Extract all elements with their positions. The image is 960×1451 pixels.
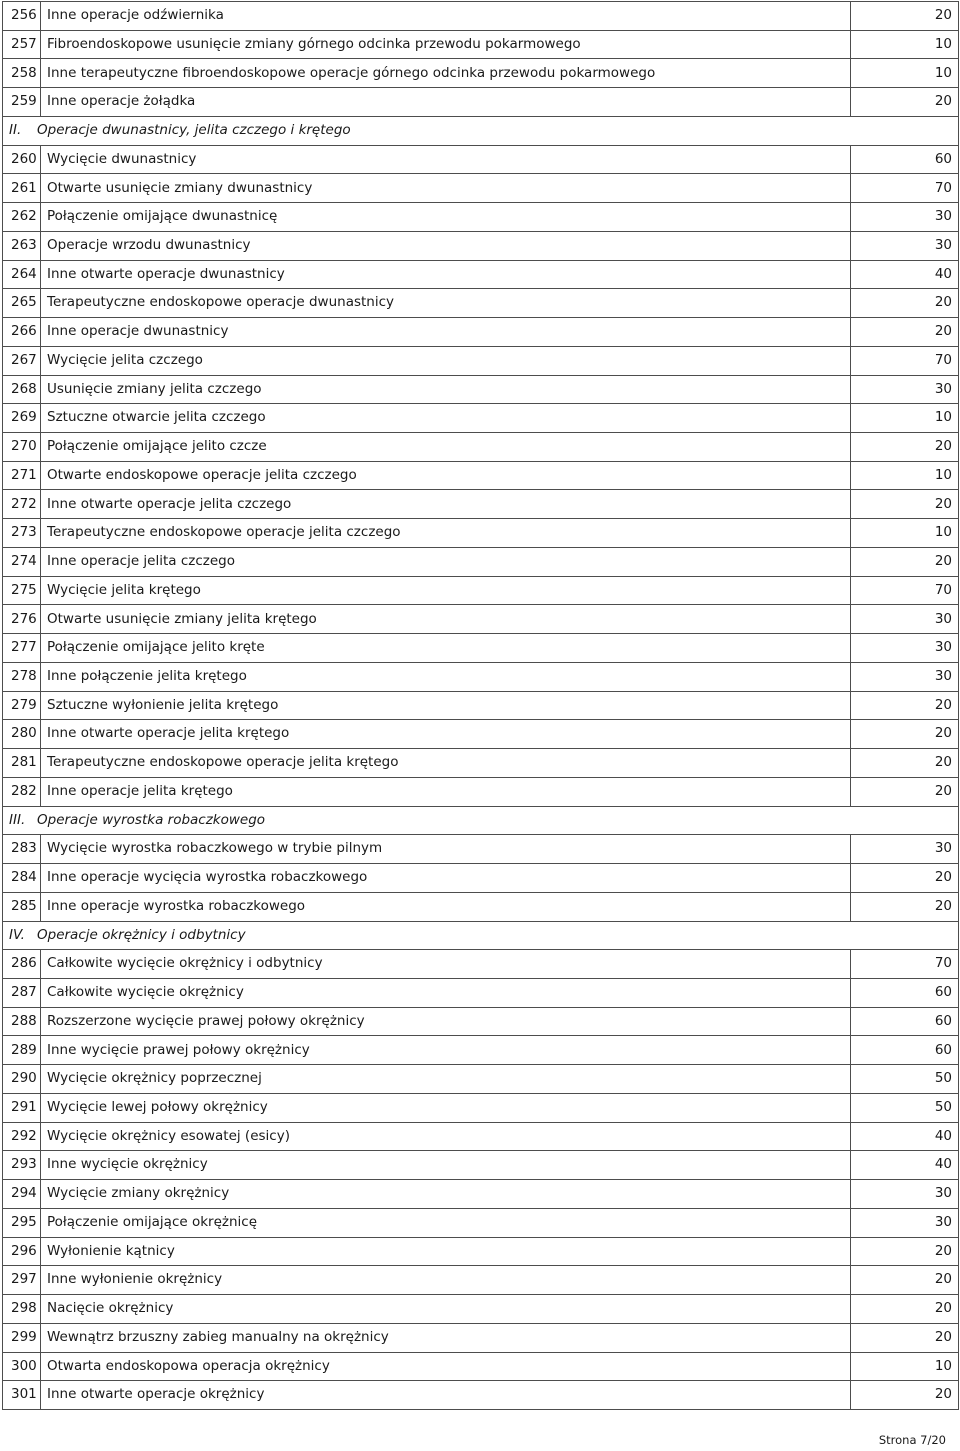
table-row (3, 1295, 959, 1324)
procedure-number: 272 (3, 490, 41, 519)
procedure-value: 10 (851, 461, 959, 490)
procedure-table (2, 1, 959, 1410)
table-row (3, 88, 959, 117)
procedure-value: 20 (851, 490, 959, 519)
table-row (3, 260, 959, 289)
procedure-name: Inne operacje jelita krętego (41, 777, 851, 806)
table-row (3, 174, 959, 203)
procedure-number: 267 (3, 346, 41, 375)
procedure-value: 20 (851, 864, 959, 893)
procedure-name: Inne operacje wyrostka robaczkowego (41, 892, 851, 921)
table-row (3, 289, 959, 318)
table-row (3, 1122, 959, 1151)
procedure-number: 298 (3, 1295, 41, 1324)
procedure-name: Rozszerzone wycięcie prawej połowy okrężnicy (41, 1007, 851, 1036)
procedure-value: 20 (851, 1323, 959, 1352)
procedure-value: 20 (851, 289, 959, 318)
table-row (3, 461, 959, 490)
table-row (3, 1093, 959, 1122)
procedure-value: 10 (851, 1352, 959, 1381)
procedure-number: 271 (3, 461, 41, 490)
procedure-name: Fibroendoskopowe usunięcie zmiany górnego odcinka przewodu pokarmowego (41, 30, 851, 59)
table-row (3, 749, 959, 778)
procedure-value: 20 (851, 88, 959, 117)
table-row (3, 404, 959, 433)
table-row (3, 1007, 959, 1036)
table-row (3, 691, 959, 720)
procedure-value: 70 (851, 346, 959, 375)
procedure-name: Wewnątrz brzuszny zabieg manualny na okrężnicy (41, 1323, 851, 1352)
procedure-name: Wycięcie jelita czczego (41, 346, 851, 375)
procedure-name: Inne wyłonienie okrężnicy (41, 1266, 851, 1295)
procedure-number: 296 (3, 1237, 41, 1266)
procedure-name: Terapeutyczne endoskopowe operacje jelita krętego (41, 749, 851, 778)
table-row (3, 1352, 959, 1381)
procedure-value: 20 (851, 777, 959, 806)
procedure-name: Inne operacje wycięcia wyrostka robaczkowego (41, 864, 851, 893)
section-roman-numeral: IV. (9, 926, 25, 943)
table-row (3, 1381, 959, 1410)
procedure-name: Inne otwarte operacje dwunastnicy (41, 260, 851, 289)
procedure-value: 30 (851, 835, 959, 864)
procedure-number: 291 (3, 1093, 41, 1122)
section-title: Operacje wyrostka robaczkowego (37, 811, 266, 828)
procedure-value: 60 (851, 1036, 959, 1065)
procedure-name: Połączenie omijające okrężnicę (41, 1208, 851, 1237)
procedure-number: 260 (3, 145, 41, 174)
table-row (3, 318, 959, 347)
procedure-value: 20 (851, 318, 959, 347)
section-header-row (3, 921, 959, 950)
table-row (3, 634, 959, 663)
table-row (3, 519, 959, 548)
procedure-number: 289 (3, 1036, 41, 1065)
procedure-number: 266 (3, 318, 41, 347)
procedure-number: 274 (3, 547, 41, 576)
procedure-number: 261 (3, 174, 41, 203)
procedure-value: 10 (851, 30, 959, 59)
procedure-value: 20 (851, 1266, 959, 1295)
procedure-number: 284 (3, 864, 41, 893)
procedure-number: 288 (3, 1007, 41, 1036)
table-row (3, 203, 959, 232)
procedure-value: 20 (851, 547, 959, 576)
procedure-number: 276 (3, 605, 41, 634)
procedure-value: 30 (851, 634, 959, 663)
table-row (3, 30, 959, 59)
procedure-name: Inne wycięcie prawej połowy okrężnicy (41, 1036, 851, 1065)
procedure-number: 269 (3, 404, 41, 433)
procedure-name: Wycięcie okrężnicy esowatej (esicy) (41, 1122, 851, 1151)
procedure-number: 299 (3, 1323, 41, 1352)
table-row (3, 2, 959, 31)
procedure-value: 20 (851, 691, 959, 720)
procedure-value: 40 (851, 1122, 959, 1151)
section-title: Operacje dwunastnicy, jelita czczego i krętego (37, 122, 351, 139)
table-row (3, 1065, 959, 1094)
procedure-value: 10 (851, 404, 959, 433)
procedure-value: 40 (851, 1151, 959, 1180)
procedure-value: 70 (851, 576, 959, 605)
procedure-value: 20 (851, 1295, 959, 1324)
procedure-name: Otwarte usunięcie zmiany dwunastnicy (41, 174, 851, 203)
procedure-name: Otwarte endoskopowe operacje jelita czczego (41, 461, 851, 490)
table-row (3, 433, 959, 462)
section-header-row (3, 116, 959, 145)
procedure-name: Inne operacje jelita czczego (41, 547, 851, 576)
section-title: Operacje okrężnicy i odbytnicy (37, 926, 246, 943)
procedure-name: Operacje wrzodu dwunastnicy (41, 231, 851, 260)
procedure-value: 70 (851, 950, 959, 979)
procedure-value: 20 (851, 2, 959, 31)
procedure-name: Wycięcie lewej połowy okrężnicy (41, 1093, 851, 1122)
table-row (3, 777, 959, 806)
procedure-name: Sztuczne wyłonienie jelita krętego (41, 691, 851, 720)
procedure-name: Inne wycięcie okrężnicy (41, 1151, 851, 1180)
table-row (3, 1266, 959, 1295)
procedure-number: 263 (3, 231, 41, 260)
table-row (3, 59, 959, 88)
procedure-number: 300 (3, 1352, 41, 1381)
procedure-value: 30 (851, 1180, 959, 1209)
table-row (3, 978, 959, 1007)
section-header-row (3, 806, 959, 835)
section-header (3, 116, 959, 145)
procedure-number: 294 (3, 1180, 41, 1209)
procedure-name: Wycięcie jelita krętego (41, 576, 851, 605)
procedure-value: 40 (851, 260, 959, 289)
procedure-number: 292 (3, 1122, 41, 1151)
table-row (3, 231, 959, 260)
procedure-value: 60 (851, 145, 959, 174)
procedure-name: Połączenie omijające jelito czcze (41, 433, 851, 462)
procedure-name: Całkowite wycięcie okrężnicy i odbytnicy (41, 950, 851, 979)
table-row (3, 1323, 959, 1352)
section-header (3, 921, 959, 950)
procedure-name: Połączenie omijające jelito kręte (41, 634, 851, 663)
table-row (3, 346, 959, 375)
procedure-name: Wycięcie dwunastnicy (41, 145, 851, 174)
procedure-number: 287 (3, 978, 41, 1007)
procedure-name: Całkowite wycięcie okrężnicy (41, 978, 851, 1007)
procedure-name: Inne terapeutyczne fibroendoskopowe operacje górnego odcinka przewodu pokarmowego (41, 59, 851, 88)
procedure-number: 262 (3, 203, 41, 232)
procedure-number: 301 (3, 1381, 41, 1410)
procedure-value: 30 (851, 662, 959, 691)
procedure-value: 10 (851, 519, 959, 548)
procedure-number: 295 (3, 1208, 41, 1237)
procedure-number: 259 (3, 88, 41, 117)
procedure-number: 273 (3, 519, 41, 548)
procedure-value: 50 (851, 1093, 959, 1122)
procedure-number: 279 (3, 691, 41, 720)
table-row (3, 1237, 959, 1266)
procedure-name: Inne otwarte operacje jelita krętego (41, 720, 851, 749)
procedure-number: 282 (3, 777, 41, 806)
procedure-name: Inne połączenie jelita krętego (41, 662, 851, 691)
table-row (3, 1151, 959, 1180)
procedure-name: Inne operacje dwunastnicy (41, 318, 851, 347)
procedure-value: 10 (851, 59, 959, 88)
procedure-value: 60 (851, 978, 959, 1007)
table-row (3, 576, 959, 605)
procedure-name: Wycięcie wyrostka robaczkowego w trybie pilnym (41, 835, 851, 864)
procedure-number: 283 (3, 835, 41, 864)
table-row (3, 547, 959, 576)
procedure-name: Otwarte usunięcie zmiany jelita krętego (41, 605, 851, 634)
table-body (3, 2, 959, 1410)
procedure-value: 30 (851, 1208, 959, 1237)
table-row (3, 1208, 959, 1237)
procedure-number: 281 (3, 749, 41, 778)
procedure-name: Wycięcie okrężnicy poprzecznej (41, 1065, 851, 1094)
procedure-value: 50 (851, 1065, 959, 1094)
procedure-number: 277 (3, 634, 41, 663)
table-row (3, 835, 959, 864)
procedure-value: 30 (851, 375, 959, 404)
table-row (3, 892, 959, 921)
procedure-number: 270 (3, 433, 41, 462)
procedure-name: Inne otwarte operacje okrężnicy (41, 1381, 851, 1410)
table-row (3, 605, 959, 634)
procedure-name: Otwarta endoskopowa operacja okrężnicy (41, 1352, 851, 1381)
procedure-number: 290 (3, 1065, 41, 1094)
procedure-name: Terapeutyczne endoskopowe operacje dwunastnicy (41, 289, 851, 318)
table-row (3, 864, 959, 893)
procedure-name: Inne operacje żołądka (41, 88, 851, 117)
table-row (3, 490, 959, 519)
procedure-name: Wyłonienie kątnicy (41, 1237, 851, 1266)
section-roman-numeral: III. (9, 811, 26, 828)
table-row (3, 1180, 959, 1209)
procedure-value: 30 (851, 605, 959, 634)
procedure-value: 20 (851, 720, 959, 749)
procedure-number: 275 (3, 576, 41, 605)
procedure-value: 20 (851, 1381, 959, 1410)
procedure-value: 20 (851, 892, 959, 921)
procedure-number: 264 (3, 260, 41, 289)
procedure-number: 258 (3, 59, 41, 88)
procedure-value: 30 (851, 231, 959, 260)
table-row (3, 950, 959, 979)
procedure-value: 20 (851, 433, 959, 462)
procedure-value: 20 (851, 749, 959, 778)
procedure-value: 70 (851, 174, 959, 203)
procedure-value: 30 (851, 203, 959, 232)
procedure-number: 256 (3, 2, 41, 31)
procedure-number: 293 (3, 1151, 41, 1180)
table-row (3, 720, 959, 749)
procedure-name: Terapeutyczne endoskopowe operacje jelita czczego (41, 519, 851, 548)
procedure-name: Inne operacje odźwiernika (41, 2, 851, 31)
procedure-number: 286 (3, 950, 41, 979)
procedure-name: Usunięcie zmiany jelita czczego (41, 375, 851, 404)
procedure-number: 297 (3, 1266, 41, 1295)
procedure-number: 265 (3, 289, 41, 318)
procedure-number: 285 (3, 892, 41, 921)
procedure-number: 268 (3, 375, 41, 404)
procedure-name: Inne otwarte operacje jelita czczego (41, 490, 851, 519)
procedure-name: Połączenie omijające dwunastnicę (41, 203, 851, 232)
procedure-name: Nacięcie okrężnicy (41, 1295, 851, 1324)
table-row (3, 375, 959, 404)
table-row (3, 145, 959, 174)
table-row (3, 1036, 959, 1065)
table-row (3, 662, 959, 691)
page-number: Strona 7/20 (878, 1433, 946, 1447)
procedure-value: 60 (851, 1007, 959, 1036)
section-header (3, 806, 959, 835)
procedure-number: 257 (3, 30, 41, 59)
procedure-number: 280 (3, 720, 41, 749)
procedure-value: 20 (851, 1237, 959, 1266)
procedure-name: Wycięcie zmiany okrężnicy (41, 1180, 851, 1209)
section-roman-numeral: II. (9, 122, 22, 139)
procedure-name: Sztuczne otwarcie jelita czczego (41, 404, 851, 433)
procedure-number: 278 (3, 662, 41, 691)
